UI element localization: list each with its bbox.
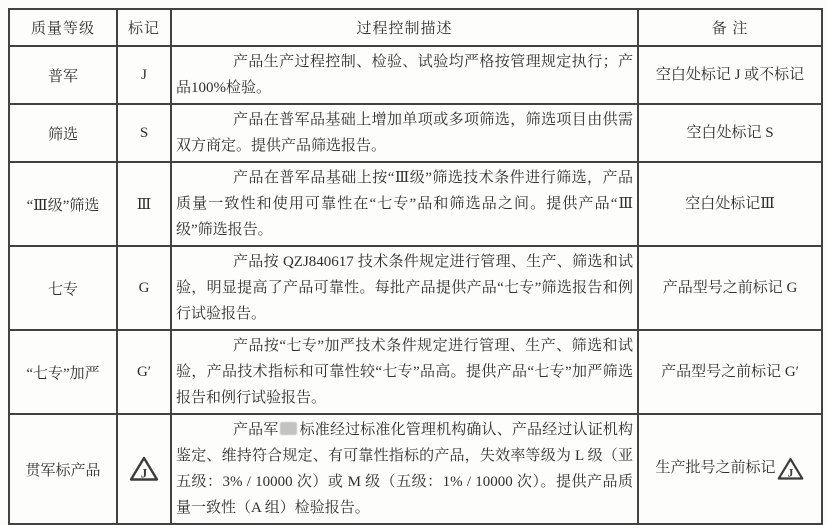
grade-cell: 贯军标产品	[9, 414, 117, 524]
table-row-shaixuan	[9, 104, 822, 162]
col-header-process-control-desc: 过程控制描述	[171, 9, 638, 46]
remark-cell: 空白处标记 J 或不标记	[638, 46, 822, 104]
quality-grade-table	[8, 8, 823, 525]
svg-text:J: J	[140, 465, 148, 481]
process-desc-cell	[171, 330, 638, 414]
process-desc-text	[176, 417, 633, 521]
grade-cell: 筛选	[9, 104, 117, 162]
process-desc-text: 产品生产过程控制、检验、试验均严格按管理规定执行；产品100%检验。	[176, 54, 633, 96]
table-row-grade3-shaixuan	[9, 162, 822, 246]
process-desc-cell	[171, 414, 638, 524]
col-header-quality-grade: 质量等级	[9, 9, 117, 46]
process-desc-text: 产品按 QZJ840617 技术条件规定进行管理、生产、筛选和试验，明显提高了产品可靠性。每批产品提供产品“七专”筛选报告和例行试验报告。	[176, 254, 633, 322]
mark-cell: J	[117, 46, 171, 104]
mark-cell	[117, 414, 171, 524]
remark-cell	[638, 414, 822, 524]
grade-cell: “Ⅲ级”筛选	[9, 162, 117, 246]
col-header-remark: 备 注	[638, 9, 822, 46]
remark-cell: 空白处标记 S	[638, 104, 822, 162]
grade-cell: “七专”加严	[9, 330, 117, 414]
grade-cell: 普军	[9, 46, 117, 104]
remark-cell: 空白处标记Ⅲ	[638, 162, 822, 246]
quality-grade-table-container	[8, 8, 823, 525]
process-desc-cell	[171, 104, 638, 162]
grade-cell: 七专	[9, 246, 117, 330]
table-row-qizhuan-jiayan	[9, 330, 822, 414]
remark-text: 生产批号之前标记	[655, 460, 776, 477]
desc-text-before-redaction: 产品军	[233, 422, 279, 438]
process-desc-cell	[171, 246, 638, 330]
svg-text:J: J	[787, 466, 793, 480]
remark-cell: 产品型号之前标记 G′	[638, 330, 822, 414]
remark-cell: 产品型号之前标记 G	[638, 246, 822, 330]
desc-text-after-redaction: 标准经过标准化管理机构确认、产品经过认证机构鉴定、维持符合规定、有可靠性指标的产品，失效率等级为 L 级（亚五级：3% / 10000 次）或 M 级（五级：1% / 10000 次）。提供产品质量一致性（A 组）检验报告。	[176, 422, 633, 516]
table-row-qizhuan	[9, 246, 822, 330]
mark-cell: S	[117, 104, 171, 162]
process-desc-cell	[171, 46, 638, 104]
process-desc-text: 产品按“七专”加严技术条件规定进行管理、生产、筛选和试验，产品技术指标和可靠性较“七专”品高。提供产品“七专”加严筛选报告和例行试验报告。	[176, 338, 633, 406]
process-desc-text: 产品在普军品基础上增加单项或多项筛选，筛选项目由供需双方商定。提供产品筛选报告。	[176, 112, 633, 154]
table-row-guanjunbiao	[9, 414, 822, 524]
redacted-character	[280, 422, 297, 435]
col-header-mark: 标记	[117, 9, 171, 46]
process-desc-cell	[171, 162, 638, 246]
triangle-j-mark-icon	[128, 455, 160, 483]
header-row	[9, 9, 822, 46]
triangle-j-mark-icon	[776, 456, 805, 482]
mark-cell: G′	[117, 330, 171, 414]
mark-cell: G	[117, 246, 171, 330]
mark-cell: Ⅲ	[117, 162, 171, 246]
table-row-pujun	[9, 46, 822, 104]
process-desc-text: 产品在普军品基础上按“Ⅲ级”筛选技术条件进行筛选，产品质量一致性和使用可靠性在“七专”品和筛选品之间。提供产品“Ⅲ级”筛选报告。	[176, 170, 633, 238]
